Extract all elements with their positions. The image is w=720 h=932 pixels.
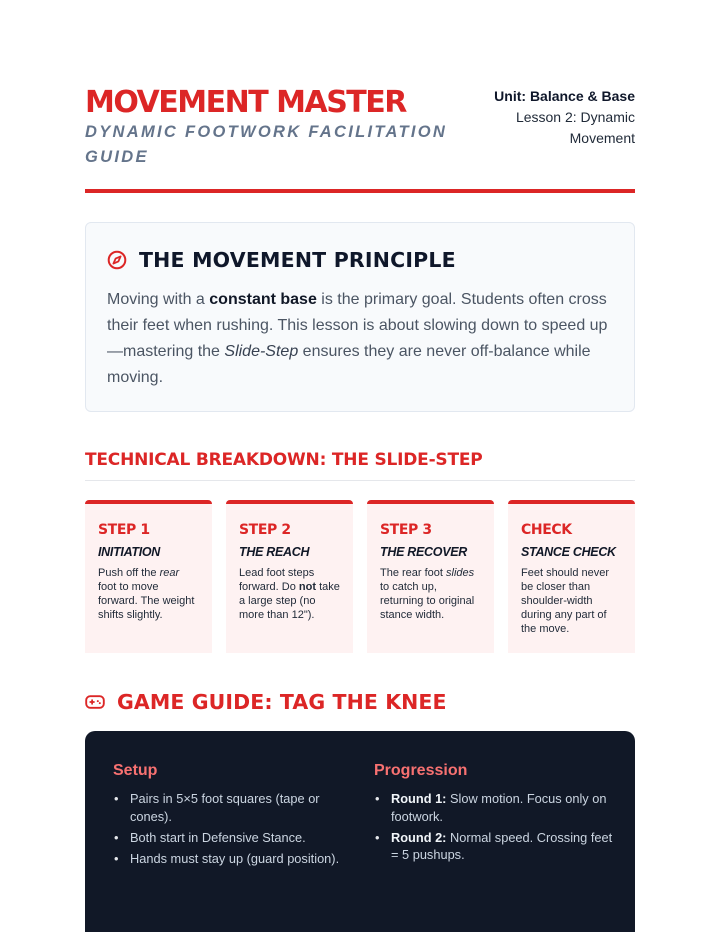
header-divider: [85, 189, 635, 193]
step-label: STEP 2: [239, 522, 291, 538]
setup-title: Setup: [113, 762, 158, 779]
step-description: Feet should never be closer than shoulder-width during any part of the move.: [521, 567, 610, 635]
technical-title: TECHNICAL BREAKDOWN: THE SLIDE-STEP: [85, 450, 483, 470]
principle-italic: Slide-Step: [224, 343, 299, 360]
game-panel: [85, 731, 635, 932]
game-heading: [85, 688, 447, 716]
principle-card: [85, 222, 635, 412]
step-name: INITIATION: [98, 545, 161, 559]
guide-page: [85, 0, 635, 932]
unit-info: [465, 86, 635, 149]
principle-emphasis: constant base: [209, 291, 317, 308]
header: [85, 84, 635, 184]
setup-column: [113, 761, 353, 871]
list-item: • Both start in Defensive Stance.: [113, 829, 353, 847]
principle-title: THE MOVEMENT PRINCIPLE: [139, 248, 456, 272]
step-name: THE RECOVER: [380, 545, 467, 559]
step-name: STANCE CHECK: [521, 545, 616, 559]
progression-title: Progression: [374, 762, 468, 779]
step-card-2: [226, 500, 353, 653]
step-description: Lead foot steps forward. Do not take a large step (no more than 12").: [239, 567, 340, 621]
step-label: STEP 1: [98, 522, 150, 538]
progression-column: [374, 761, 614, 867]
list-item: • Hands must stay up (guard position).: [113, 850, 353, 868]
game-title: GAME GUIDE: TAG THE KNEE: [117, 690, 447, 714]
step-label: STEP 3: [380, 522, 432, 538]
setup-list: [113, 790, 353, 867]
step-card-3: [367, 500, 494, 653]
technical-divider: [85, 480, 635, 481]
list-item: • Round 2: Normal speed. Crossing feet = 5 pushups.: [374, 829, 614, 864]
step-card-1: [85, 500, 212, 653]
step-description: Push off the rear foot to move forward. The weight shifts slightly.: [98, 567, 195, 621]
steps-grid: [85, 500, 635, 653]
page-subtitle: DYNAMIC FOOTWORK FACILITATION GUIDE: [85, 123, 448, 166]
list-item: • Round 1: Slow motion. Focus only on footwork.: [374, 790, 614, 825]
gamepad-icon: [85, 694, 105, 710]
principle-text: Moving with a constant base is the primary goal. Students often cross their feet when rushing. This lesson is about slowing down to speed up—mastering the Slide-Step ensures they are never off-balance while moving.: [107, 291, 608, 386]
list-item: • Pairs in 5×5 foot squares (tape or cones).: [113, 790, 353, 825]
lesson-title: Lesson 2: Dynamic Movement: [515, 109, 635, 146]
step-name: THE REACH: [239, 545, 310, 559]
step-description: The rear foot slides to catch up, returning to original stance width.: [380, 567, 475, 621]
page-title: MOVEMENT MASTER: [85, 85, 406, 120]
principle-heading: [107, 247, 456, 273]
step-card-check: [508, 500, 635, 653]
step-label: CHECK: [521, 522, 572, 538]
compass-icon: [107, 250, 127, 270]
progression-list: [374, 790, 614, 864]
unit-title: Unit: Balance & Base: [494, 88, 635, 104]
